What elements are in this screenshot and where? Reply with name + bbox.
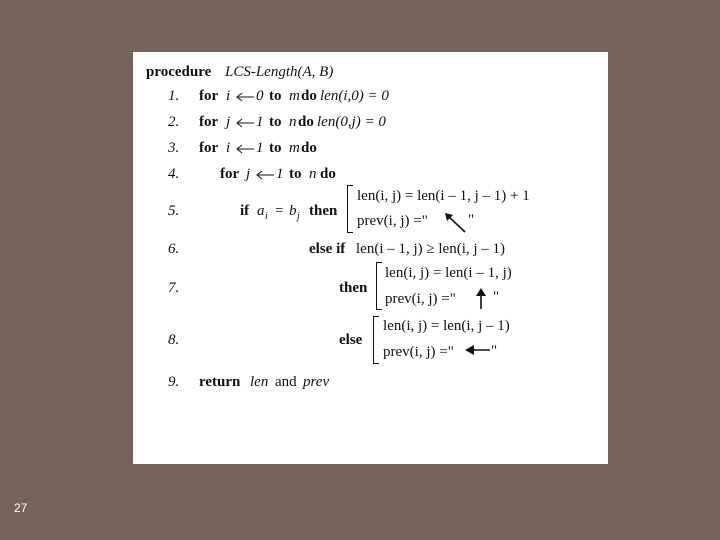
keyword-return: return	[199, 374, 241, 390]
keyword-else: else	[339, 332, 363, 348]
return-and: and	[275, 374, 297, 390]
bracket	[376, 262, 382, 310]
loop-start: 0	[256, 88, 264, 104]
assign-arrow-icon	[235, 92, 255, 102]
slide-number: 27	[14, 501, 28, 515]
loop-end: n	[309, 166, 317, 182]
statement-len: len(i, j) = len(i, j – 1)	[383, 318, 510, 334]
condition: len(i – 1, j) ≥ len(i, j – 1)	[356, 241, 506, 257]
return-prev: prev	[303, 374, 330, 390]
loop-end: m	[289, 88, 300, 104]
keyword-to: to	[269, 140, 282, 156]
line-number: 3.	[168, 140, 180, 156]
loop-body: len(i,0) = 0	[320, 88, 389, 104]
loop-body: len(0,j) = 0	[317, 114, 386, 130]
line-number: 8.	[168, 332, 180, 348]
line-number: 5.	[168, 203, 180, 219]
keyword-else-if: else if	[309, 241, 346, 257]
loop-start: 1	[256, 114, 264, 130]
left-arrow-icon	[465, 344, 491, 356]
equals-sign: =	[275, 203, 284, 219]
bracket	[373, 316, 379, 364]
up-arrow-icon	[475, 288, 487, 310]
keyword-for: for	[199, 140, 219, 156]
loop-end: m	[289, 140, 300, 156]
keyword-do: do	[320, 166, 336, 182]
cond-a: a	[257, 203, 265, 219]
statement-prev-close: "	[491, 343, 498, 359]
keyword-do: do	[301, 88, 317, 104]
return-len: len	[250, 374, 269, 390]
assign-arrow-icon	[255, 170, 275, 180]
keyword-if: if	[240, 203, 250, 219]
keyword-for: for	[199, 114, 219, 130]
line-number: 1.	[168, 88, 180, 104]
statement-prev: prev(i, j) ="	[357, 213, 428, 229]
keyword-then: then	[309, 203, 338, 219]
statement-prev-close: "	[468, 212, 475, 228]
keyword-to: to	[289, 166, 302, 182]
procedure-keyword: procedure	[146, 64, 212, 80]
cond-b-subscript: j	[297, 211, 300, 222]
procedure-name: LCS-Length(A, B)	[225, 64, 334, 80]
statement-len: len(i, j) = len(i – 1, j – 1) + 1	[357, 188, 530, 204]
loop-start: 1	[276, 166, 284, 182]
keyword-for: for	[220, 166, 240, 182]
keyword-do: do	[298, 114, 314, 130]
line-number: 4.	[168, 166, 180, 182]
bracket	[347, 185, 353, 233]
assign-arrow-icon	[235, 144, 255, 154]
loop-start: 1	[256, 140, 264, 156]
loop-end: n	[289, 114, 297, 130]
cond-b: b	[289, 203, 297, 219]
statement-prev: prev(i, j) ="	[383, 344, 454, 360]
algorithm-panel	[133, 52, 608, 464]
line-number: 7.	[168, 280, 180, 296]
assign-arrow-icon	[235, 118, 255, 128]
statement-len: len(i, j) = len(i – 1, j)	[385, 265, 512, 281]
diagonal-arrow-icon	[443, 212, 467, 234]
loop-var: i	[226, 88, 231, 104]
keyword-to: to	[269, 88, 282, 104]
loop-var: j	[246, 166, 251, 182]
loop-var: i	[226, 140, 231, 156]
keyword-do: do	[301, 140, 317, 156]
keyword-for: for	[199, 88, 219, 104]
statement-prev-close: "	[493, 289, 500, 305]
line-number: 2.	[168, 114, 180, 130]
keyword-then: then	[339, 280, 368, 296]
cond-a-subscript: i	[265, 211, 268, 222]
keyword-to: to	[269, 114, 282, 130]
loop-var: j	[226, 114, 231, 130]
statement-prev: prev(i, j) ="	[385, 291, 456, 307]
line-number: 9.	[168, 374, 180, 390]
line-number: 6.	[168, 241, 180, 257]
